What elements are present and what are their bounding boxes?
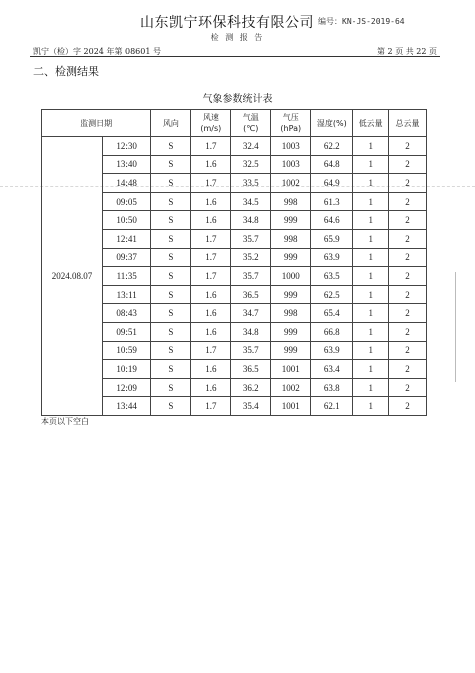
cell-time: 12:41 (103, 229, 151, 248)
cell-wind-direction: S (151, 378, 191, 397)
cell-temperature: 35.7 (231, 267, 271, 286)
cell-humidity: 63.5 (311, 267, 353, 286)
cell-humidity: 63.8 (311, 378, 353, 397)
cell-time: 14:48 (103, 174, 151, 193)
cell-wind-speed: 1.6 (191, 304, 231, 323)
cell-wind-speed: 1.6 (191, 360, 231, 379)
cell-time: 09:05 (103, 192, 151, 211)
cell-temperature: 33.5 (231, 174, 271, 193)
cell-low-cloud: 1 (353, 174, 389, 193)
cell-wind-speed: 1.6 (191, 192, 231, 211)
page-end-note: 本页以下空白 (41, 417, 89, 426)
cell-temperature: 34.7 (231, 304, 271, 323)
cell-wind-direction: S (151, 341, 191, 360)
col-header-temperature: 气温 (℃) (231, 110, 271, 137)
cell-humidity: 65.9 (311, 229, 353, 248)
cell-pressure: 1003 (271, 137, 311, 156)
cell-pressure: 1002 (271, 378, 311, 397)
col-header-total-cloud: 总云量 (389, 110, 427, 137)
cell-low-cloud: 1 (353, 360, 389, 379)
cell-low-cloud: 1 (353, 322, 389, 341)
cell-total-cloud: 2 (389, 397, 427, 416)
cell-time: 10:19 (103, 360, 151, 379)
cell-total-cloud: 2 (389, 322, 427, 341)
cell-wind-direction: S (151, 248, 191, 267)
cell-humidity: 62.5 (311, 285, 353, 304)
cell-total-cloud: 2 (389, 155, 427, 174)
cell-low-cloud: 1 (353, 397, 389, 416)
cell-wind-speed: 1.6 (191, 322, 231, 341)
cell-wind-speed: 1.6 (191, 378, 231, 397)
cell-temperature: 36.5 (231, 285, 271, 304)
cell-low-cloud: 1 (353, 155, 389, 174)
cell-time: 10:59 (103, 341, 151, 360)
cell-total-cloud: 2 (389, 137, 427, 156)
cell-pressure: 999 (271, 285, 311, 304)
cell-low-cloud: 1 (353, 192, 389, 211)
cell-humidity: 62.2 (311, 137, 353, 156)
cell-wind-speed: 1.7 (191, 229, 231, 248)
cell-pressure: 1001 (271, 397, 311, 416)
col-header-low-cloud: 低云量 (353, 110, 389, 137)
cell-time: 09:51 (103, 322, 151, 341)
table-title: 气象参数统计表 (202, 94, 273, 105)
cell-pressure: 1002 (271, 174, 311, 193)
scan-artifact-mark (455, 272, 462, 382)
cell-low-cloud: 1 (353, 304, 389, 323)
cell-total-cloud: 2 (389, 285, 427, 304)
table-header-row (42, 110, 427, 137)
cell-pressure: 999 (271, 248, 311, 267)
report-number: 凯宁（检）字 2024 年第 08601 号 (33, 47, 161, 56)
cell-low-cloud: 1 (353, 248, 389, 267)
page-number: 第 2 页 共 22 页 (377, 47, 437, 56)
cell-wind-direction: S (151, 174, 191, 193)
cell-total-cloud: 2 (389, 360, 427, 379)
cell-temperature: 32.5 (231, 155, 271, 174)
cell-wind-direction: S (151, 360, 191, 379)
cell-temperature: 36.5 (231, 360, 271, 379)
cell-wind-direction: S (151, 192, 191, 211)
cell-pressure: 999 (271, 322, 311, 341)
report-subtitle: 检 测 报 告 (210, 33, 265, 42)
cell-time: 12:09 (103, 378, 151, 397)
cell-wind-speed: 1.7 (191, 137, 231, 156)
cell-wind-direction: S (151, 155, 191, 174)
cell-humidity: 64.8 (311, 155, 353, 174)
cell-low-cloud: 1 (353, 137, 389, 156)
cell-wind-speed: 1.7 (191, 267, 231, 286)
cell-temperature: 35.2 (231, 248, 271, 267)
cell-humidity: 63.4 (311, 360, 353, 379)
cell-wind-direction: S (151, 285, 191, 304)
table-row (42, 137, 427, 156)
cell-pressure: 999 (271, 211, 311, 230)
date-cell: 2024.08.07 (42, 137, 103, 416)
cell-humidity: 62.1 (311, 397, 353, 416)
cell-time: 09:37 (103, 248, 151, 267)
cell-wind-speed: 1.7 (191, 397, 231, 416)
cell-time: 08:43 (103, 304, 151, 323)
cell-pressure: 1000 (271, 267, 311, 286)
cell-humidity: 63.9 (311, 248, 353, 267)
col-header-date: 监测日期 (42, 110, 151, 137)
cell-pressure: 998 (271, 192, 311, 211)
cell-temperature: 32.4 (231, 137, 271, 156)
cell-temperature: 35.7 (231, 229, 271, 248)
cell-total-cloud: 2 (389, 192, 427, 211)
cell-low-cloud: 1 (353, 285, 389, 304)
cell-wind-speed: 1.7 (191, 341, 231, 360)
cell-wind-speed: 1.6 (191, 211, 231, 230)
cell-low-cloud: 1 (353, 378, 389, 397)
cell-total-cloud: 2 (389, 378, 427, 397)
cell-low-cloud: 1 (353, 341, 389, 360)
cell-pressure: 1001 (271, 360, 311, 379)
header-divider (30, 56, 440, 57)
table-body (42, 137, 427, 416)
cell-total-cloud: 2 (389, 341, 427, 360)
cell-time: 11:35 (103, 267, 151, 286)
cell-total-cloud: 2 (389, 267, 427, 286)
cell-total-cloud: 2 (389, 248, 427, 267)
cell-temperature: 35.7 (231, 341, 271, 360)
col-header-wind-direction: 风向 (151, 110, 191, 137)
cell-total-cloud: 2 (389, 174, 427, 193)
cell-wind-direction: S (151, 267, 191, 286)
cell-time: 10:50 (103, 211, 151, 230)
cell-total-cloud: 2 (389, 229, 427, 248)
cell-pressure: 1003 (271, 155, 311, 174)
cell-pressure: 998 (271, 304, 311, 323)
cell-time: 13:40 (103, 155, 151, 174)
company-name: 山东凯宁环保科技有限公司 (140, 15, 314, 31)
cell-time: 13:44 (103, 397, 151, 416)
cell-wind-direction: S (151, 211, 191, 230)
col-header-pressure: 气压 (hPa) (271, 110, 311, 137)
cell-temperature: 35.4 (231, 397, 271, 416)
cell-temperature: 34.8 (231, 211, 271, 230)
col-header-wind-speed: 风速 (m/s) (191, 110, 231, 137)
cell-time: 13:11 (103, 285, 151, 304)
cell-wind-direction: S (151, 137, 191, 156)
cell-humidity: 65.4 (311, 304, 353, 323)
cell-temperature: 34.8 (231, 322, 271, 341)
cell-total-cloud: 2 (389, 211, 427, 230)
cell-wind-speed: 1.6 (191, 285, 231, 304)
cell-wind-direction: S (151, 322, 191, 341)
cell-low-cloud: 1 (353, 229, 389, 248)
cell-wind-direction: S (151, 304, 191, 323)
section-title: 二、检测结果 (33, 65, 99, 78)
weather-parameters-table (41, 109, 427, 416)
cell-humidity: 64.9 (311, 174, 353, 193)
cell-humidity: 61.3 (311, 192, 353, 211)
cell-humidity: 64.6 (311, 211, 353, 230)
cell-wind-speed: 1.6 (191, 155, 231, 174)
cell-temperature: 34.5 (231, 192, 271, 211)
cell-time: 12:30 (103, 137, 151, 156)
document-number: 编号：KN-JS-2019-64 (318, 17, 405, 26)
cell-wind-speed: 1.7 (191, 174, 231, 193)
cell-humidity: 66.8 (311, 322, 353, 341)
cell-humidity: 63.9 (311, 341, 353, 360)
cell-pressure: 998 (271, 229, 311, 248)
cell-temperature: 36.2 (231, 378, 271, 397)
cell-wind-direction: S (151, 229, 191, 248)
cell-low-cloud: 1 (353, 211, 389, 230)
cell-pressure: 999 (271, 341, 311, 360)
cell-low-cloud: 1 (353, 267, 389, 286)
col-header-humidity: 湿度(%) (311, 110, 353, 137)
cell-wind-speed: 1.7 (191, 248, 231, 267)
cell-wind-direction: S (151, 397, 191, 416)
cell-total-cloud: 2 (389, 304, 427, 323)
